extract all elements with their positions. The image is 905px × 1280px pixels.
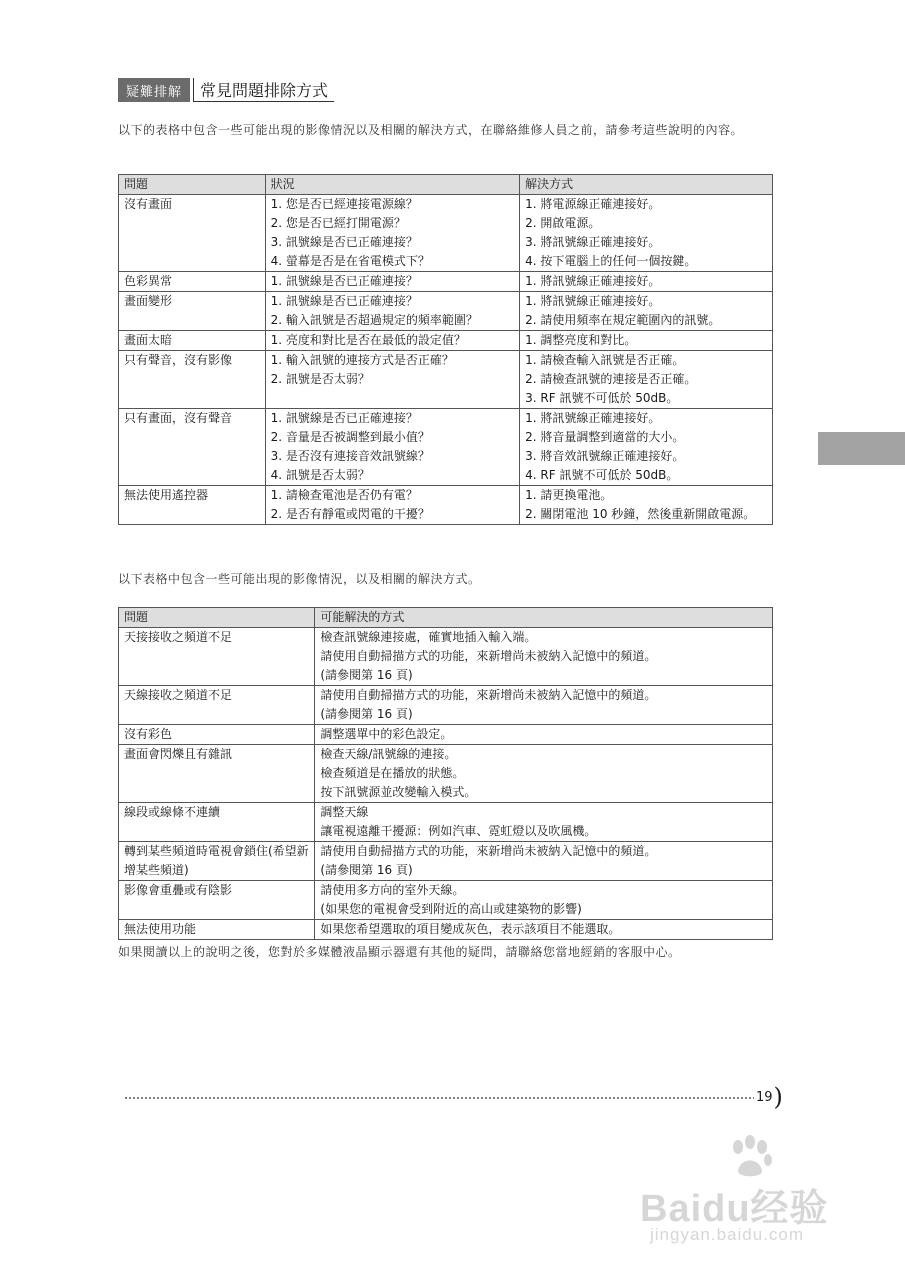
solution-cell-line: 請使用自動掃描方式的功能，來新增尚未被納入記憶中的頻道。: [320, 844, 657, 858]
solution-cell-line: (請參閱第 16 頁): [320, 668, 413, 682]
status-cell-line: 1. 訊號線是否已正確連接？: [270, 294, 418, 308]
status-cell-line: 2. 訊號是否太弱？: [270, 372, 370, 386]
table-row: [119, 725, 773, 745]
solution-cell-line: 檢查天線/訊號線的連接。: [320, 747, 457, 761]
solution-cell-line: 2. 請使用頻率在規定範圍內的訊號。: [525, 313, 721, 327]
solution-cell-line: 1. 調整亮度和對比。: [525, 333, 637, 347]
status-cell: [265, 331, 520, 351]
status-cell-line: 3. 是否沒有連接音效訊號線？: [270, 449, 430, 463]
problem-cell: [119, 920, 315, 940]
table-row: [119, 409, 773, 486]
status-cell-line: 2. 您是否已經打開電源？: [270, 216, 406, 230]
status-cell-line: 4. 螢幕是否是在省電模式下？: [270, 254, 430, 268]
problem-cell: [119, 351, 266, 409]
table-row: [119, 628, 773, 686]
problem-text: 沒有彩色: [124, 727, 173, 741]
table-row: [119, 195, 773, 272]
solution-cell-line: 1. 請更換電池。: [525, 488, 613, 502]
solution-cell-line: 4. 按下電腦上的任何一個按鍵。: [525, 254, 697, 268]
watermark-url: jingyan.baidu.com: [650, 1225, 805, 1244]
footer-dotted-rule: [124, 1097, 754, 1099]
problem-text: 無法使用功能: [124, 922, 197, 936]
solution-cell-line: 讓電視遠離干擾源：例如汽車、霓虹燈以及吹風機。: [320, 824, 597, 838]
table-row: [119, 803, 773, 842]
problem-text: 轉到某些頻道時電視會鎖住(希望新增某些頻道): [124, 844, 309, 877]
intro-paragraph-2: 以下表格中包含一些可能出現的影像情況，以及相關的解決方式。: [118, 572, 481, 586]
status-cell-line: 2. 音量是否被調整到最小值？: [270, 430, 430, 444]
problem-cell: [119, 725, 315, 745]
solution-cell-line: 1. 將訊號線正確連接好。: [525, 411, 661, 425]
table-row: [119, 920, 773, 940]
problem-cell: [119, 686, 315, 725]
solution-cell-line: 3. 將音效訊號線正確連接好。: [525, 449, 685, 463]
status-cell-line: 4. 訊號是否太弱？: [270, 468, 370, 482]
solution-cell-line: 3. 將訊號線正確連接好。: [525, 235, 661, 249]
status-cell-line: 2. 是否有靜電或閃電的干擾？: [270, 507, 430, 521]
problem-cell: [119, 292, 266, 331]
solution-cell: [520, 272, 773, 292]
solution-cell-line: 1. 將訊號線正確連接好。: [525, 274, 661, 288]
problem-text: 畫面會閃爍且有雜訊: [124, 747, 233, 761]
solution-cell: [520, 331, 773, 351]
table-header-row: [119, 608, 773, 628]
table-row: [119, 292, 773, 331]
solution-cell-line: 如果您希望選取的項目變成灰色，表示該項目不能選取。: [320, 922, 621, 936]
table-row: [119, 686, 773, 725]
solution-cell-line: 2. 開啟電源。: [525, 216, 601, 230]
solution-cell: [520, 486, 773, 525]
status-cell-line: 3. 訊號線是否已正確連接？: [270, 235, 418, 249]
table-row: [119, 486, 773, 525]
problem-cell: [119, 628, 315, 686]
footer-note: 如果閱讀以上的說明之後，您對於多媒體液晶顯示器還有其他的疑問，請聯絡您當地經銷的客服中心。: [118, 945, 681, 959]
solution-cell: [520, 351, 773, 409]
problem-text: 色彩異常: [124, 274, 173, 288]
solution-cell: [520, 195, 773, 272]
problem-cell: [119, 881, 315, 920]
solution-cell-line: (如果您的電視會受到附近的高山或建築物的影響): [320, 902, 582, 916]
column-header-problem: 問題: [119, 175, 266, 195]
status-cell: [265, 292, 520, 331]
solution-cell-line: (請參閱第 16 頁): [320, 863, 413, 877]
solution-cell: [315, 881, 773, 920]
column-header-problem: 問題: [119, 608, 315, 628]
status-cell-line: 1. 您是否已經連接電源線？: [270, 197, 418, 211]
problem-cell: [119, 745, 315, 803]
solution-cell-line: 1. 請檢查輸入訊號是否正確。: [525, 353, 685, 367]
solution-cell: [315, 842, 773, 881]
table-row: [119, 331, 773, 351]
solution-cell: [520, 292, 773, 331]
table-header-row: [119, 175, 773, 195]
solution-cell-line: 請使用多方向的室外天線。: [320, 883, 465, 897]
solution-cell-line: (請參閱第 16 頁): [320, 707, 413, 721]
status-cell-line: 1. 亮度和對比是否在最低的設定值？: [270, 333, 466, 347]
problem-cell: [119, 331, 266, 351]
solution-cell-line: 調整天線: [320, 805, 369, 819]
solution-cell: [315, 628, 773, 686]
problem-text: 只有聲音，沒有影像: [124, 353, 233, 367]
troubleshooting-table-1: [118, 174, 773, 525]
intro-paragraph-1: 以下的表格中包含一些可能出現的影像情況以及相關的解決方式，在聯絡維修人員之前，請參考這些說明的內容。: [118, 123, 744, 137]
status-cell: [265, 486, 520, 525]
page-number-text: 19: [756, 1089, 773, 1105]
watermark-brand: Baidu经验: [640, 1188, 829, 1230]
status-cell-line: 1. 訊號線是否已正確連接？: [270, 411, 418, 425]
paw-icon: [728, 1135, 774, 1179]
status-cell-line: 1. 輸入訊號的連接方式是否正確？: [270, 353, 454, 367]
solution-cell-line: 檢查頻道是在播放的狀態。: [320, 766, 465, 780]
problem-text: 天接接收之頻道不足: [124, 630, 233, 644]
status-cell: [265, 409, 520, 486]
solution-cell-line: 2. 關閉電池 10 秒鐘，然後重新開啟電源。: [525, 507, 756, 521]
solution-cell: [315, 745, 773, 803]
status-cell-line: 1. 訊號線是否已正確連接？: [270, 274, 418, 288]
column-header-solution: 解決方式: [520, 175, 773, 195]
table-row: [119, 351, 773, 409]
status-cell: [265, 351, 520, 409]
problem-text: 沒有畫面: [124, 197, 173, 211]
solution-cell-line: 3. RF 訊號不可低於 50dB。: [525, 391, 679, 405]
problem-text: 畫面太暗: [124, 333, 173, 347]
problem-cell: [119, 195, 266, 272]
status-cell-line: 1. 請檢查電池是否仍有電？: [270, 488, 418, 502]
solution-cell-line: 1. 將電源線正確連接好。: [525, 197, 661, 211]
problem-text: 只有畫面，沒有聲音: [124, 411, 233, 425]
problem-cell: [119, 803, 315, 842]
problem-cell: [119, 272, 266, 292]
page-number: 19 ): [756, 1083, 783, 1111]
section-header: [118, 78, 334, 102]
section-tag: 疑難排解: [118, 78, 190, 102]
status-cell: [265, 195, 520, 272]
solution-cell: [315, 725, 773, 745]
solution-cell-line: 1. 將訊號線正確連接好。: [525, 294, 661, 308]
solution-cell-line: 請使用自動掃描方式的功能，來新增尚未被納入記憶中的頻道。: [320, 688, 657, 702]
solution-cell-line: 2. 請檢查訊號的連接是否正確。: [525, 372, 697, 386]
problem-text: 無法使用遙控器: [124, 488, 209, 502]
solution-cell: [315, 803, 773, 842]
table-row: [119, 272, 773, 292]
problem-text: 天線接收之頻道不足: [124, 688, 233, 702]
problem-text: 線段或線條不連續: [124, 805, 221, 819]
table-row: [119, 842, 773, 881]
problem-cell: [119, 486, 266, 525]
page-title: 常見問題排除方式: [193, 78, 334, 102]
watermark: [640, 1135, 860, 1245]
solution-cell: [315, 920, 773, 940]
problem-cell: [119, 409, 266, 486]
table-row: [119, 881, 773, 920]
solution-cell-line: 按下訊號源並改變輸入模式。: [320, 785, 477, 799]
problem-text: 畫面變形: [124, 294, 173, 308]
problem-text: 影像會重疊或有陰影: [124, 883, 233, 897]
problem-cell: [119, 842, 315, 881]
solution-cell-line: 2. 將音量調整到適當的大小。: [525, 430, 685, 444]
status-cell: [265, 272, 520, 292]
status-cell-line: 2. 輸入訊號是否超過規定的頻率範圍？: [270, 313, 478, 327]
solution-cell-line: 請使用自動掃描方式的功能，來新增尚未被納入記憶中的頻道。: [320, 649, 657, 663]
table-row: [119, 745, 773, 803]
solution-cell: [315, 686, 773, 725]
column-header-status: 狀況: [265, 175, 520, 195]
troubleshooting-table-2: [118, 607, 773, 940]
solution-cell: [520, 409, 773, 486]
chapter-side-tab: [818, 432, 905, 465]
solution-cell-line: 檢查訊號線連接處，確實地插入輸入端。: [320, 630, 537, 644]
solution-cell-line: 調整選單中的彩色設定。: [320, 727, 453, 741]
column-header-solution: 可能解決的方式: [315, 608, 773, 628]
solution-cell-line: 4. RF 訊號不可低於 50dB。: [525, 468, 679, 482]
